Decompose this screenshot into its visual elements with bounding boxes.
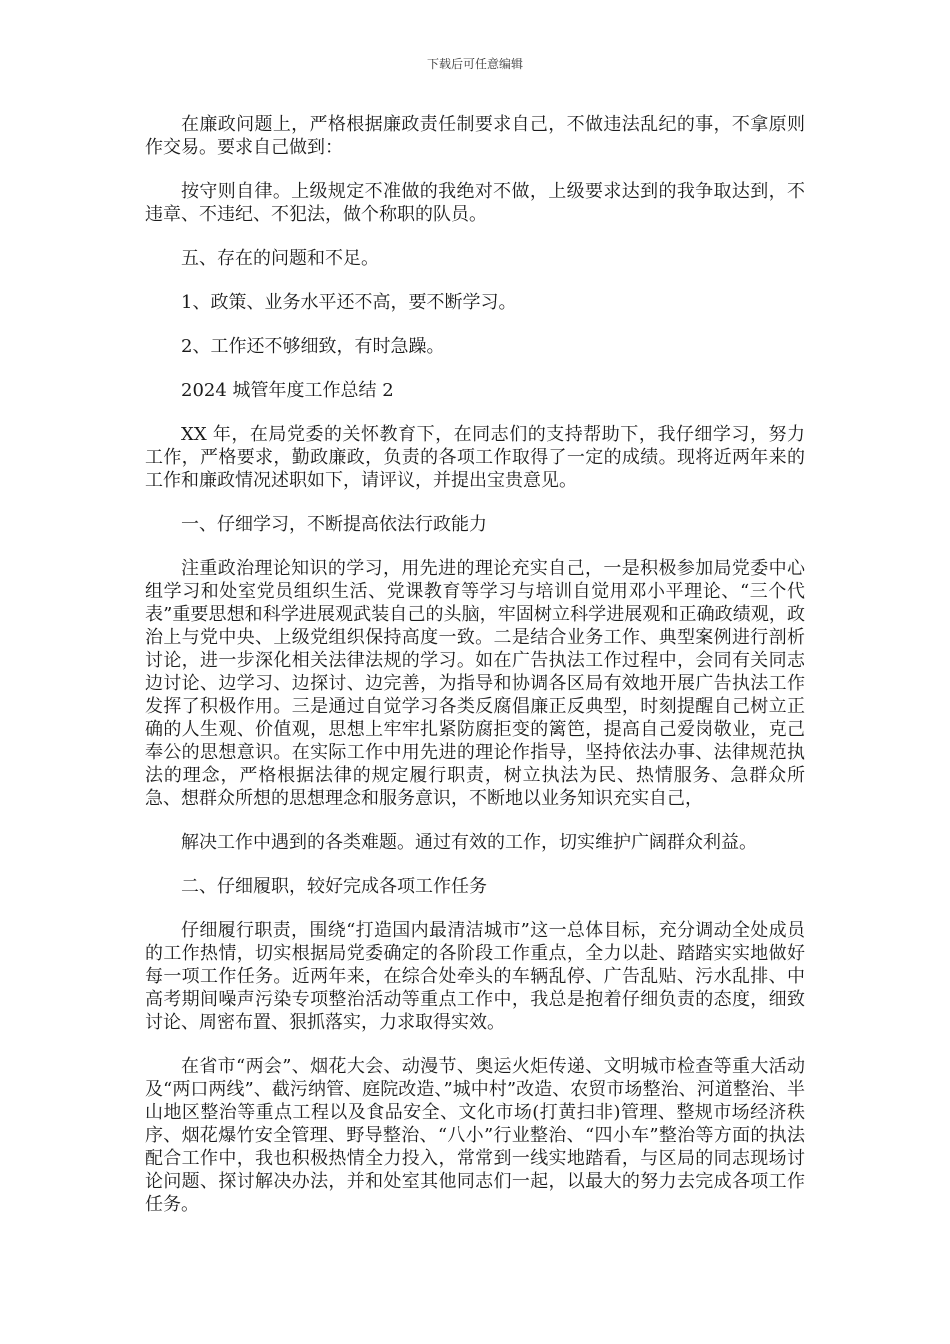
list-item: 1、政策、业务水平还不高，要不断学习。 xyxy=(181,292,517,313)
paragraph: 注重政治理论知识的学习，用先进的理论充实自己，一是积极参加局党委中心组学习和处室党员组织生活、党课教育等学习与培训自觉用邓小平理论、“三个代表”重要思想和科学进展观武装自己的头脑，牢固树立科学进展观和正确政绩观，政治上与党中央、上级党组织保持高度一致。二是结合业务工作、典型案例进行剖析讨论，进一步深化相关法律法规的学习。如在广告执法工作过程中，会同有关同志边讨论、边学习、边探讨、边完善，为指导和协调各区局有效地开展广告执法工作发挥了积极作用。三是通过自觉学习各类反腐倡廉正反典型，时刻提醒自己树立正确的人生观、价值观，思想上牢牢扎紧防腐拒变的篱笆，提高自己爱岗敬业，克己奉公的思想意识。在实际工作中用先进的理论作指导，坚持依法办事、法律规范执法的理念，严格根据法律的规定履行职责，树立执法为民、热情服务、急群众所急、想群众所想的思想理念和服务意识，不断地以业务知识充实自己， xyxy=(145,558,805,809)
paragraph: 在廉政问题上，严格根据廉政责任制要求自己，不做违法乱纪的事，不拿原则作交易。要求自己做到： xyxy=(145,114,805,158)
section-heading: 一、仔细学习，不断提高依法行政能力 xyxy=(181,514,487,535)
list-item: 2、工作还不够细致，有时急躁。 xyxy=(181,336,445,357)
page-header: 下载后可任意编辑 xyxy=(426,57,523,71)
paragraph: 仔细履行职责，围绕“打造国内最清洁城市”这一总体目标，充分调动全处成员的工作热情，切实根据局党委确定的各阶段工作重点，全力以赴、踏踏实实地做好每一项工作任务。近两年来，在综合处牵头的车辆乱停、广告乱贴、污水乱排、中高考期间噪声污染专项整治活动等重点工作中，我总是抱着仔细负责的态度，细致讨论、周密布置、狠抓落实，力求取得实效。 xyxy=(145,920,805,1033)
section-heading: 五、存在的问题和不足。 xyxy=(181,248,379,269)
paragraph: 按守则自律。上级规定不准做的我绝对不做，上级要求达到的我争取达到，不违章、不违纪、不犯法，做个称职的队员。 xyxy=(145,181,805,225)
section-heading: 二、仔细履职，较好完成各项工作任务 xyxy=(181,876,487,897)
document-title: 2024 城管年度工作总结 2 xyxy=(181,380,394,401)
paragraph: 解决工作中遇到的各类难题。通过有效的工作，切实维护广阔群众利益。 xyxy=(181,832,757,853)
document-body xyxy=(145,113,805,1237)
paragraph: 在省市“两会”、烟花大会、动漫节、奥运火炬传递、文明城市检查等重大活动及“两口两线”、截污纳管、庭院改造、”城中村”改造、农贸市场整治、河道整治、半山地区整治等重点工程以及食品安全、文化市场(打黄扫非)管理、整规市场经济秩序、烟花爆竹安全管理、野导整治、“八小”行业整治、“四小车”整治等方面的执法配合工作中，我也积极热情全力投入，常常到一线实地踏看，与区局的同志现场讨论问题、探讨解决办法，并和处室其他同志们一起，以最大的努力去完成各项工作任务。 xyxy=(145,1056,805,1215)
paragraph: XX 年，在局党委的关怀教育下，在同志们的支持帮助下，我仔细学习，努力工作，严格要求，勤政廉政，负责的各项工作取得了一定的成绩。现将近两年来的工作和廉政情况述职如下，请评议，并提出宝贵意见。 xyxy=(145,424,805,491)
